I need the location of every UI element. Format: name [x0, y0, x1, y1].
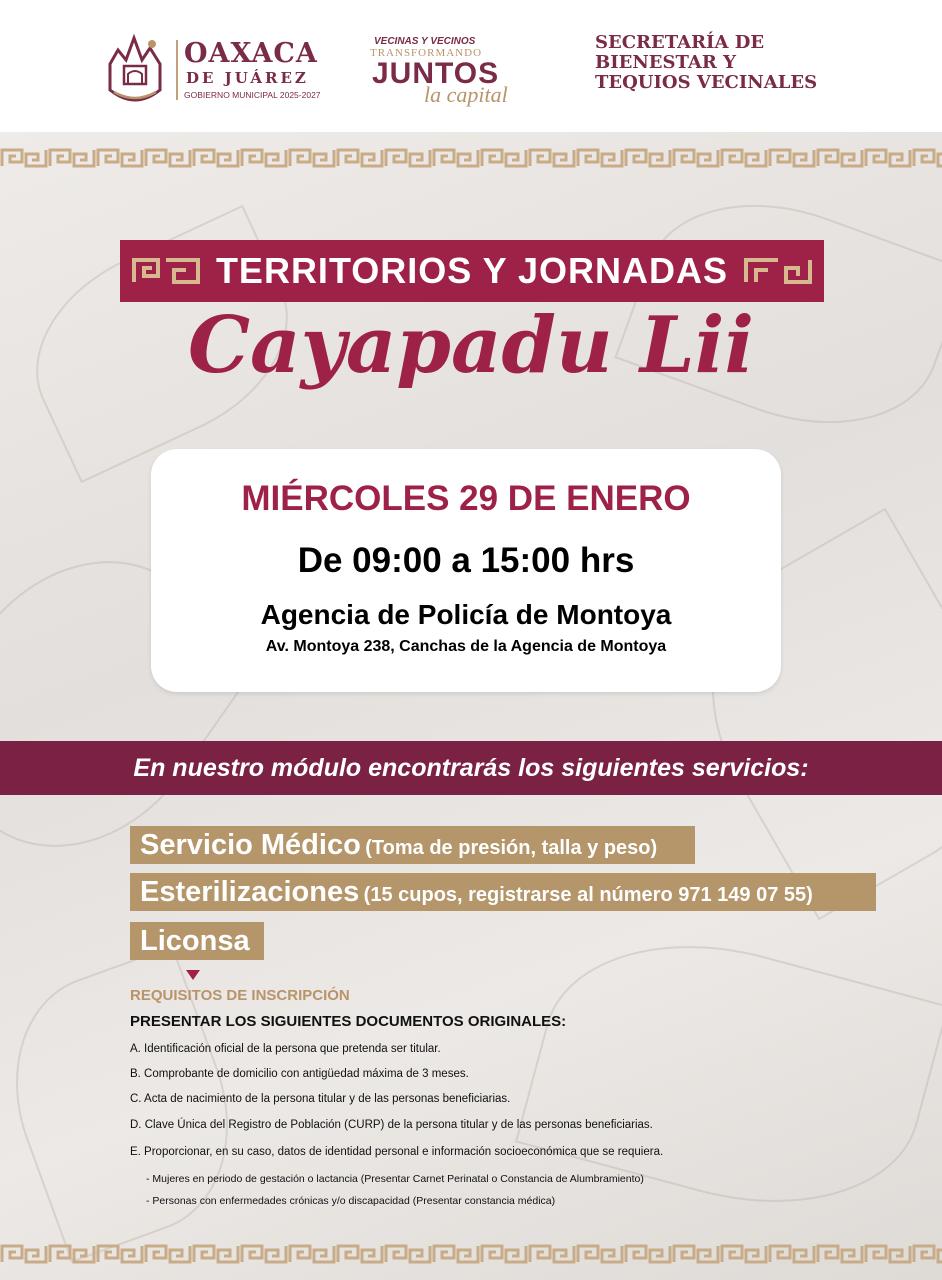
requirements-title: REQUISITOS DE INSCRIPCIÓN: [130, 987, 350, 1004]
requirement-item: D. Clave Única del Registro de Población (CURP) de la persona titular y de las personas beneficiarias.: [130, 1119, 653, 1131]
bottom-greca-border: [0, 1240, 942, 1268]
service-name: Esterilizaciones: [140, 876, 360, 908]
requirement-item: E. Proporcionar, en su caso, datos de identidad personal e información socioeconómica que se requiera.: [130, 1146, 664, 1158]
slogan-logo: [370, 36, 540, 106]
municipality-name: OAXACA: [184, 38, 318, 69]
services-heading: En nuestro módulo encontrarás los siguientes servicios:: [133, 754, 809, 782]
requirement-subitem: - Personas con enfermedades crónicas y/o discapacidad (Presentar constancia médica): [146, 1195, 556, 1207]
requirement-item: B. Comprobante de domicilio con antigüedad máxima de 3 meses.: [130, 1068, 469, 1080]
slogan-line-1: VECINAS Y VECINOS: [374, 36, 476, 47]
requirement-item: C. Acta de nacimiento de la persona titular y de las personas beneficiarias.: [130, 1093, 511, 1105]
service-item: [130, 873, 876, 911]
service-item: [130, 922, 264, 960]
service-name: Liconsa: [140, 925, 250, 957]
arrow-down-icon: [186, 970, 200, 980]
service-note: (15 cupos, registrarse al número 971 149 07 55): [363, 884, 813, 906]
secretaria-line-1: SECRETARÍA DE: [595, 32, 765, 53]
municipality-subtitle: DE JUÁREZ: [186, 69, 309, 87]
requirement-item: A. Identificación oficial de la persona que pretenda ser titular.: [130, 1043, 441, 1055]
logo-divider: [176, 40, 178, 100]
service-item: [130, 826, 695, 864]
top-greca-border: [0, 144, 942, 172]
requirements-subtitle: PRESENTAR LOS SIGUIENTES DOCUMENTOS ORIGINALES:: [130, 1013, 567, 1030]
service-note: (Toma de presión, talla y peso): [365, 837, 658, 859]
event-time: De 09:00 a 15:00 hrs: [297, 541, 635, 580]
program-banner: [120, 240, 824, 302]
government-period: GOBIERNO MUNICIPAL 2025-2027: [184, 90, 321, 100]
program-title: TERRITORIOS Y JORNADAS: [215, 250, 729, 291]
city-emblem-icon: [104, 30, 166, 110]
services-heading-bar: [0, 741, 942, 795]
slogan-line-3: JUNTOS: [372, 57, 500, 90]
service-name: Servicio Médico: [140, 829, 361, 861]
event-address: Av. Montoya 238, Canchas de la Agencia de Montoya: [265, 638, 667, 655]
municipality-logo: [104, 30, 334, 110]
secretaria-line-2: BIENESTAR Y: [595, 52, 736, 73]
slogan-line-2: TRANSFORMANDO: [370, 47, 483, 59]
greca-right-icon: [742, 254, 814, 288]
header: [0, 0, 942, 132]
secretaria-line-3: TEQUIOS VECINALES: [595, 72, 818, 93]
event-date: MIÉRCOLES 29 DE ENERO: [241, 479, 691, 518]
event-place: Agencia de Policía de Montoya: [260, 599, 672, 630]
event-card: [151, 449, 781, 692]
secretaria-name: [595, 33, 817, 93]
requirement-subitem: - Mujeres en periodo de gestación o lactancia (Presentar Carnet Perinatal o Constancia de Alumbramiento): [146, 1173, 644, 1185]
slogan-line-4: la capital: [424, 82, 508, 107]
community-name: Cayapadu Lii: [187, 300, 755, 391]
